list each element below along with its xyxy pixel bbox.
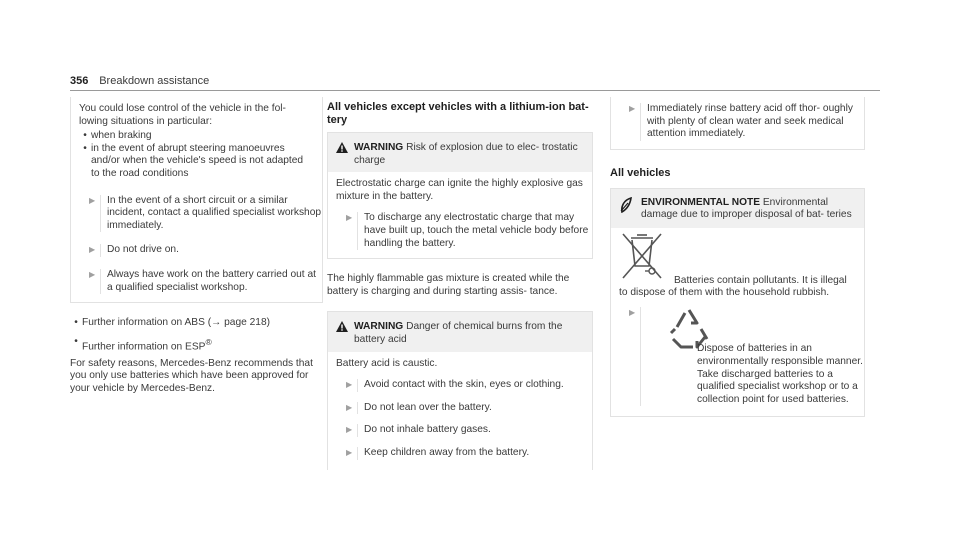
column-middle [327,97,593,470]
warning-continuation-box [70,97,323,303]
instruction-step: ▶ Do not lean over the battery. [328,402,592,415]
bullet-icon: • [74,317,78,329]
warning-text: Risk of explosion due to elec- trostatic charge [354,142,578,166]
step-arrow-icon: ▶ [346,425,353,435]
instruction-step: ▶ Do not drive on. [71,244,322,257]
warning-label: WARNING [354,142,404,153]
environmental-note-box [610,188,865,418]
environmental-label: ENVIRONMENTAL NOTE [641,196,761,208]
instruction-step: ▶ Always have work on the battery carried out at a qualified specialist workshop. [71,269,322,294]
column-left [70,97,323,395]
bullet-icon: • [83,142,87,154]
instruction-step: ▶ Avoid contact with the skin, eyes or clothing. [328,379,592,392]
page-header [70,75,209,89]
warning-icon [336,142,354,167]
step-arrow-icon: ▶ [629,307,636,317]
warning-text: Danger of chemical burns from the battery acid [354,321,563,345]
bullet-icon: • [83,130,87,142]
intro-text: You could lose control of the vehicle in the fol- lowing situations in particular: [79,103,286,127]
step-arrow-icon: ▶ [346,402,353,412]
list-item: • in the event of abrupt steering manoeuvres and/or when the vehicle's speed is not adapted to the road conditions [79,143,314,181]
column-right [610,97,865,417]
warning-box-acid [327,311,593,469]
environmental-body: Batteries contain pollutants. It is illegal to dispose of them with the household rubbish. [619,274,847,299]
instruction-step: ▶ In the event of a short circuit or a similar incident, contact a qualified specialist workshop immediately. [89,194,322,231]
section-title: Breakdown assistance [99,75,210,87]
step-arrow-icon: ▶ [629,104,636,113]
instruction-step: ▶ To discharge any electrostatic charge that may have built up, touch the metal vehicle body before handling the battery. [328,212,592,250]
registered-mark: ® [205,336,212,347]
environment-icon [619,197,641,222]
step-arrow-icon: ▶ [346,380,353,390]
list-item [70,336,323,354]
instruction-step: ▶ Do not inhale battery gases. [328,424,592,437]
warning-icon [336,321,354,346]
list-item: • when braking [79,130,314,143]
environmental-text: Environmental damage due to improper disposal of bat- teries [641,196,852,221]
crossed-bin-icon [619,232,665,287]
gas-mixture-paragraph: The highly flammable gas mixture is created while the battery is charging and during starting assis- tance. [327,273,570,297]
instruction-step: ▶ Keep children away from the battery. [328,447,592,460]
instruction-step [611,307,864,407]
header-divider [70,90,880,91]
warning-body: Electrostatic charge can ignite the highly explosive gas mixture in the battery. [336,178,583,202]
warning-continuation-box [610,97,865,150]
warning-body: Battery acid is caustic. [336,357,438,369]
safety-recommendation: For safety reasons, Mercedes-Benz recommends that you only use batteries which have been approved for your vehicle by Mercedes-Benz. [70,357,313,394]
step-arrow-icon: ▶ [346,213,353,223]
instruction-step: ▶ Immediately rinse battery acid off thor- oughly with plenty of clean water and seek medical attention immediately. [611,103,864,141]
esp-reference: Further information on ESP [82,341,206,353]
section-heading: All vehicles [610,166,671,179]
step-text: Dispose of batteries in an environmentally responsible manner. Take discharged batteries to a qualified specialist workshop or to a collection point for used batteries. [697,343,863,405]
step-arrow-icon: ▶ [346,447,353,457]
list-item [70,317,323,330]
abs-reference[interactable]: Further information on ABS (→ page 218) [82,317,271,329]
warning-label: WARNING [354,321,404,333]
page-number: 356 [70,75,89,87]
section-heading: All vehicles except vehicles with a lithium-ion bat- tery [327,101,589,126]
step-arrow-icon: ▶ [89,245,96,255]
step-arrow-icon: ▶ [89,195,96,205]
warning-box-explosion [327,132,593,259]
bullet-icon: • [74,335,78,347]
step-arrow-icon: ▶ [89,269,96,279]
